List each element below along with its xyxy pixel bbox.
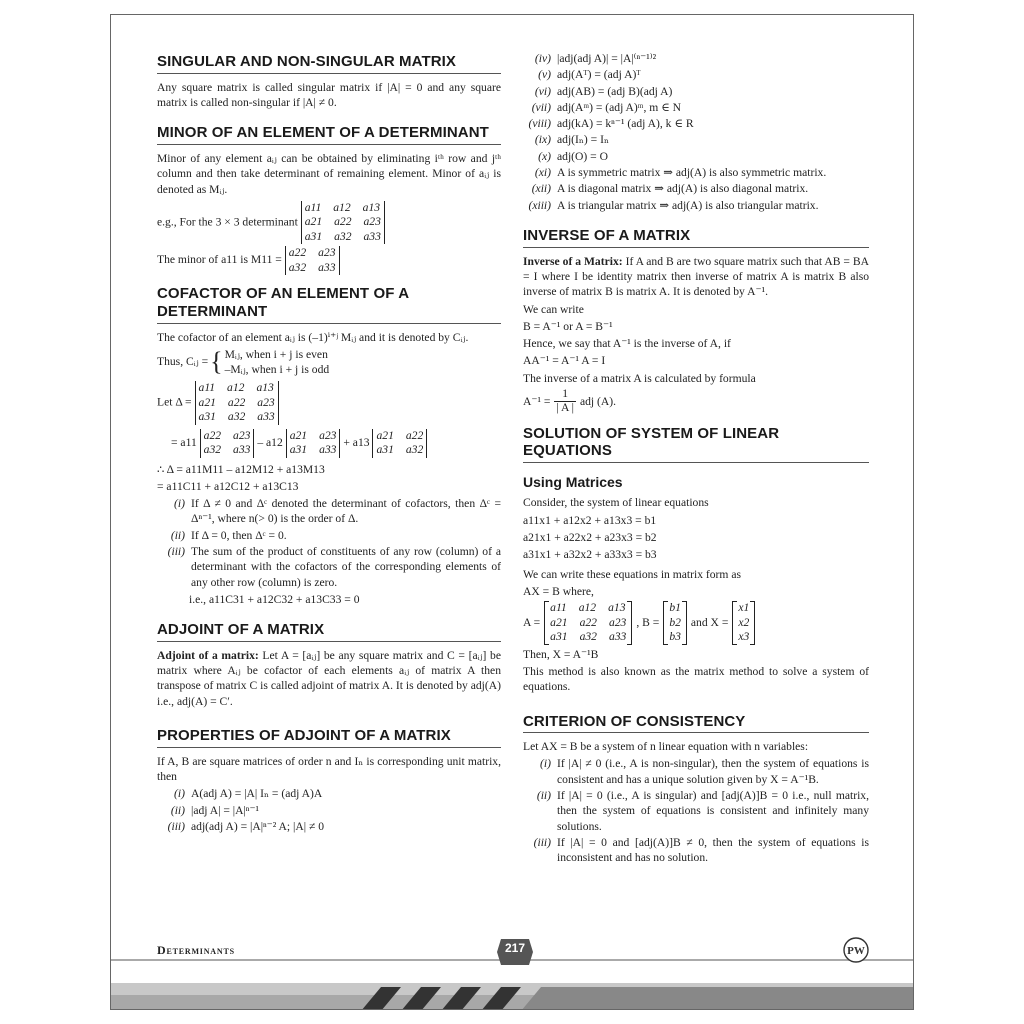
det-cell: a21	[304, 215, 323, 229]
det-cell: a11	[304, 200, 322, 214]
det-cell: a31	[376, 443, 394, 457]
para-inverse	[523, 254, 869, 300]
item-text: adj(O) = O	[557, 149, 608, 163]
we-can-write: We can write	[523, 302, 584, 316]
item-text: A is symmetric matrix ⇒ adj(A) is also symmetric matrix.	[557, 166, 827, 180]
formula-fraction	[554, 388, 576, 415]
heading-cofactor: COFACTOR OF AN ELEMENT OF A DETERMINANT	[157, 285, 501, 323]
det-cell: a21	[198, 395, 216, 409]
list-item	[523, 788, 869, 834]
list-item	[523, 198, 869, 213]
item-number: (iii)	[167, 819, 185, 833]
item-number: (ix)	[534, 133, 551, 147]
det-cell: a21	[289, 428, 308, 442]
list-item	[523, 116, 869, 131]
calc-line: The inverse of a matrix A is calculated by formula	[523, 371, 756, 385]
item-number: (xiii)	[528, 198, 551, 212]
exp-coef: + a13	[343, 435, 370, 449]
matrix-cell: a33	[608, 630, 627, 644]
det-cell: a33	[318, 260, 336, 274]
eq-minors: ∴ Δ = a11M11 – a12M12 + a13M13	[157, 462, 325, 476]
det-cell: a31	[304, 229, 323, 243]
item-number: (vii)	[531, 100, 551, 114]
det-cell: a33	[363, 229, 381, 243]
list-item	[157, 528, 501, 543]
matrix-cell: b2	[669, 615, 681, 629]
right-column	[523, 51, 869, 867]
det-cell: a13	[256, 381, 274, 395]
document-page	[110, 14, 914, 1010]
list-item	[523, 100, 869, 115]
item-text: adj(Aᵐ) = (adj A)ᵐ, m ∈ N	[557, 100, 682, 114]
item-number: (v)	[538, 68, 551, 82]
item-number: (i)	[174, 497, 185, 511]
item-text: adj(Aᵀ) = (adj A)ᵀ	[557, 68, 641, 82]
item-number: (xi)	[534, 166, 551, 180]
item-text: adj(Iₙ) = Iₙ	[557, 133, 609, 147]
item-number: (ii)	[536, 789, 551, 803]
list-item	[523, 165, 869, 180]
matrix-a	[544, 601, 632, 644]
subheading-using-matrices: Using Matrices	[523, 473, 623, 490]
det-cell: a32	[288, 260, 307, 274]
item-number: (vi)	[534, 84, 551, 98]
item-text: |adj A| = |A|ⁿ⁻¹	[191, 803, 260, 817]
adjoint-text: Let A = [aᵢⱼ] be any square matrix and C = [aᵢⱼ] be matrix where Aᵢⱼ be cofactor of each elements aᵢⱼ of matrix A then transpose of matrix C is called adjoint of matrix A. It is denoted by adj(A) i.e., adj(A) = C′.	[157, 648, 501, 708]
chapter-label: Determinants	[157, 943, 235, 957]
det-cell: a13	[362, 200, 381, 214]
eq-cofactors: = a11C11 + a12C12 + a13C13	[157, 479, 299, 493]
matrix-cell: b3	[669, 630, 681, 644]
example-det-line	[157, 201, 501, 244]
adjoint-properties-list	[157, 786, 501, 834]
list-item	[523, 835, 869, 866]
heading-singular: SINGULAR AND NON-SINGULAR MATRIX	[157, 53, 501, 74]
b-label: , B =	[636, 616, 660, 630]
item-text: |adj(adj A)| = |A|⁽ⁿ⁻¹⁾²	[557, 52, 657, 65]
det-cell: a33	[319, 443, 337, 457]
det-cell: a23	[363, 215, 381, 229]
formula-left: A⁻¹ =	[523, 394, 551, 408]
det-cell: a22	[227, 395, 246, 409]
formula-denominator: | A |	[556, 400, 574, 414]
det-cell: a23	[319, 428, 337, 442]
item-number: (ii)	[170, 803, 185, 817]
list-item	[157, 496, 501, 527]
item-text: If Δ = 0, then Δᶜ = 0.	[191, 528, 287, 542]
matrix-cell: x3	[738, 630, 750, 644]
cofactor-cases	[157, 347, 501, 377]
matrix-definition	[523, 601, 869, 644]
then-line: Then, X = A⁻¹B	[523, 647, 599, 661]
heading-properties: PROPERTIES OF ADJOINT OF A MATRIX	[157, 727, 501, 748]
para-singular: Any square matrix is called singular matrix if |A| = 0 and any square matrix is called non-singular if |A| ≠ 0.	[157, 80, 501, 109]
det-cell: a21	[376, 428, 394, 442]
item-number: (viii)	[528, 117, 551, 131]
matrix-cell: b1	[669, 601, 681, 615]
brace-icon: {	[210, 347, 223, 377]
page-number: 217	[504, 941, 526, 955]
list-item	[523, 756, 869, 787]
item-number: (ii)	[170, 528, 185, 542]
det-cell: a23	[257, 395, 275, 409]
matrix-cell: x2	[738, 615, 750, 629]
heading-adjoint: ADJOINT OF A MATRIX	[157, 621, 501, 642]
let-ax-para: Let AX = B be a system of n linear equation with n variables:	[523, 740, 809, 754]
para-minor: Minor of any element aᵢⱼ can be obtained by eliminating iᵗʰ row and jᵗʰ column and then take determinant of remaining element. Minor of aᵢⱼ is denoted as Mᵢⱼ.	[157, 151, 501, 196]
item-number: (x)	[538, 149, 551, 163]
item-text: A is diagonal matrix ⇒ adj(A) is also diagonal matrix.	[557, 182, 809, 196]
adjoint-bold-label: Adjoint of a matrix:	[157, 648, 259, 662]
a-label: A =	[523, 616, 541, 630]
logo-text: PW	[847, 945, 865, 957]
matrix-cell: a21	[550, 615, 568, 629]
method-para: This method is also known as the matrix method to solve a system of equations.	[523, 664, 869, 694]
inverse-formula	[523, 388, 869, 415]
item-text: A(adj A) = |A| Iₙ = (adj A)A	[191, 787, 323, 801]
matrix-form-line: We can write these equations in matrix form as	[523, 567, 741, 581]
matrix-cell: a31	[550, 630, 568, 644]
system-eq-2: a21x1 + a22x2 + a23x3 = b2	[523, 530, 657, 544]
matrix-cell: a13	[608, 601, 626, 615]
system-eq-1: a11x1 + a12x2 + a13x3 = b1	[523, 513, 657, 527]
criteria-list	[523, 756, 869, 865]
item-number: (xii)	[531, 182, 551, 196]
list-item	[523, 67, 869, 82]
consider-line: Consider, the system of linear equations	[523, 496, 709, 510]
list-item	[157, 819, 501, 834]
matrix-cell: a12	[578, 601, 597, 615]
item-number: (i)	[540, 757, 551, 771]
matrix-b	[663, 601, 687, 644]
det-cell: a32	[227, 410, 246, 424]
det-cell: a23	[233, 428, 251, 442]
identity-equation: AA⁻¹ = A⁻¹ A = I	[523, 354, 606, 368]
list-item	[157, 786, 501, 801]
exp-det	[372, 429, 427, 458]
left-column	[157, 53, 501, 835]
matrix-cell: a22	[579, 615, 597, 629]
item-text: adj(kA) = kⁿ⁻¹ (adj A), k ∈ R	[557, 117, 694, 131]
formula-numerator: 1	[562, 387, 569, 401]
exp-coef: – a12	[257, 435, 283, 449]
formula-right: adj (A).	[579, 394, 617, 408]
det-cell: a22	[288, 246, 307, 260]
exp-det	[200, 429, 255, 458]
delta-line	[157, 381, 501, 424]
case-odd: –Mᵢⱼ, when i + j is odd	[224, 363, 330, 377]
item-text: The sum of the product of constituents of any row (column) of a determinant with the cofactors of the corresponding elements of any other row (column) is zero.	[191, 544, 501, 589]
item-number: (i)	[174, 787, 185, 801]
let-label: Let Δ =	[157, 395, 192, 409]
det-cell: a22	[203, 428, 222, 442]
inverse-bold-label: Inverse of a Matrix:	[523, 254, 623, 268]
det-cell: a12	[333, 200, 351, 214]
item-number: (iii)	[167, 544, 185, 558]
adjoint-properties-continued	[523, 51, 869, 213]
list-item	[157, 544, 501, 590]
item-text: If |A| = 0 (i.e., A is singular) and [adj(A)]B = 0 i.e., null matrix, then the system of equations is consistent and infinitely many solutions.	[557, 789, 869, 833]
inverse-text: If A and B are two square matrix such that AB = BA = I where I be identity matrix then inverse of matrix A is matrix B also inverse of matrix B is matrix A. It is denoted by A⁻¹.	[523, 254, 869, 299]
matrix-cell: a11	[550, 601, 567, 615]
exp-coef: = a11	[171, 435, 197, 449]
minor-det	[285, 246, 340, 275]
det-cell: a32	[203, 443, 222, 457]
example-label: e.g., For the 3 × 3 determinant	[157, 215, 298, 229]
det-cell: a12	[227, 381, 245, 395]
list-item	[523, 132, 869, 147]
matrix-cell: x1	[738, 601, 750, 615]
heading-minor: MINOR OF AN ELEMENT OF A DETERMINANT	[157, 124, 501, 145]
item-number: (iii)	[533, 835, 551, 849]
x-label: and X =	[690, 616, 729, 630]
thus-label: Thus, Cᵢⱼ =	[157, 355, 209, 369]
matrix-x	[732, 601, 755, 644]
minor-label: The minor of a11 is M11 =	[157, 253, 282, 267]
item-text: If |A| = 0 and [adj(A)]B ≠ 0, then the system of equations is inconsistent and has no solution.	[557, 835, 869, 865]
system-eq-3: a31x1 + a32x2 + a33x3 = b3	[523, 548, 657, 562]
heading-criterion: CRITERION OF CONSISTENCY	[523, 713, 869, 734]
item-text: If |A| ≠ 0 (i.e., A is non-singular), then the system of equations is consistent and has a unique solution given by X = A⁻¹B.	[557, 757, 869, 786]
expansion-line	[157, 429, 501, 458]
item-text: If Δ ≠ 0 and Δᶜ denoted the determinant of cofactors, then Δᶜ = Δⁿ⁻¹, where n(> 0) is the order of Δ.	[191, 497, 501, 526]
exp-det	[286, 429, 341, 458]
item-text: adj(adj A) = |A|ⁿ⁻² A; |A| ≠ 0	[191, 819, 324, 833]
list-item	[523, 84, 869, 99]
det-cell: a31	[289, 443, 308, 457]
item-text: A is triangular matrix ⇒ adj(A) is also triangular matrix.	[557, 198, 819, 212]
det-3x3	[301, 201, 385, 244]
list-item	[523, 181, 869, 196]
det-cell: a33	[257, 410, 275, 424]
case-even: Mᵢⱼ, when i + j is even	[224, 347, 328, 361]
list-item	[157, 803, 501, 818]
heading-inverse: INVERSE OF A MATRIX	[523, 227, 869, 248]
list-item	[523, 149, 869, 164]
heading-solution: SOLUTION OF SYSTEM OF LINEAR EQUATIONS	[523, 425, 869, 463]
footer-decorative-band	[111, 977, 914, 1010]
cofactor-properties	[157, 496, 501, 590]
det-cell: a33	[233, 443, 251, 457]
para-cofactor: The cofactor of an element aᵢⱼ is (–1)ⁱ⁺ʲ Mᵢⱼ and it is denoted by Cᵢⱼ.	[157, 330, 469, 344]
matrix-cell: a23	[608, 615, 627, 629]
axb-line: AX = B where,	[523, 584, 594, 598]
det-cell: a32	[405, 443, 424, 457]
para-adjoint	[157, 648, 501, 709]
item-number: (iv)	[534, 52, 551, 65]
list-item	[523, 51, 869, 66]
ie-equation: i.e., a11C31 + a12C32 + a13C33 = 0	[189, 592, 360, 606]
delta-det	[195, 381, 279, 424]
pw-logo-icon	[843, 937, 869, 963]
minor-line	[157, 246, 501, 275]
det-cell: a22	[334, 215, 352, 229]
det-cell: a32	[334, 229, 352, 243]
det-cell: a11	[198, 381, 216, 395]
hence-line: Hence, we say that A⁻¹ is the inverse of A, if	[523, 337, 731, 351]
det-cell: a22	[405, 428, 424, 442]
para-properties: If A, B are square matrices of order n and Iₙ is corresponding unit matrix, then	[157, 754, 501, 784]
inverse-equation: B = A⁻¹ or A = B⁻¹	[523, 319, 613, 333]
det-cell: a31	[198, 410, 216, 424]
item-text: adj(AB) = (adj B)(adj A)	[557, 84, 673, 98]
matrix-cell: a32	[579, 630, 597, 644]
det-cell: a23	[318, 246, 336, 260]
